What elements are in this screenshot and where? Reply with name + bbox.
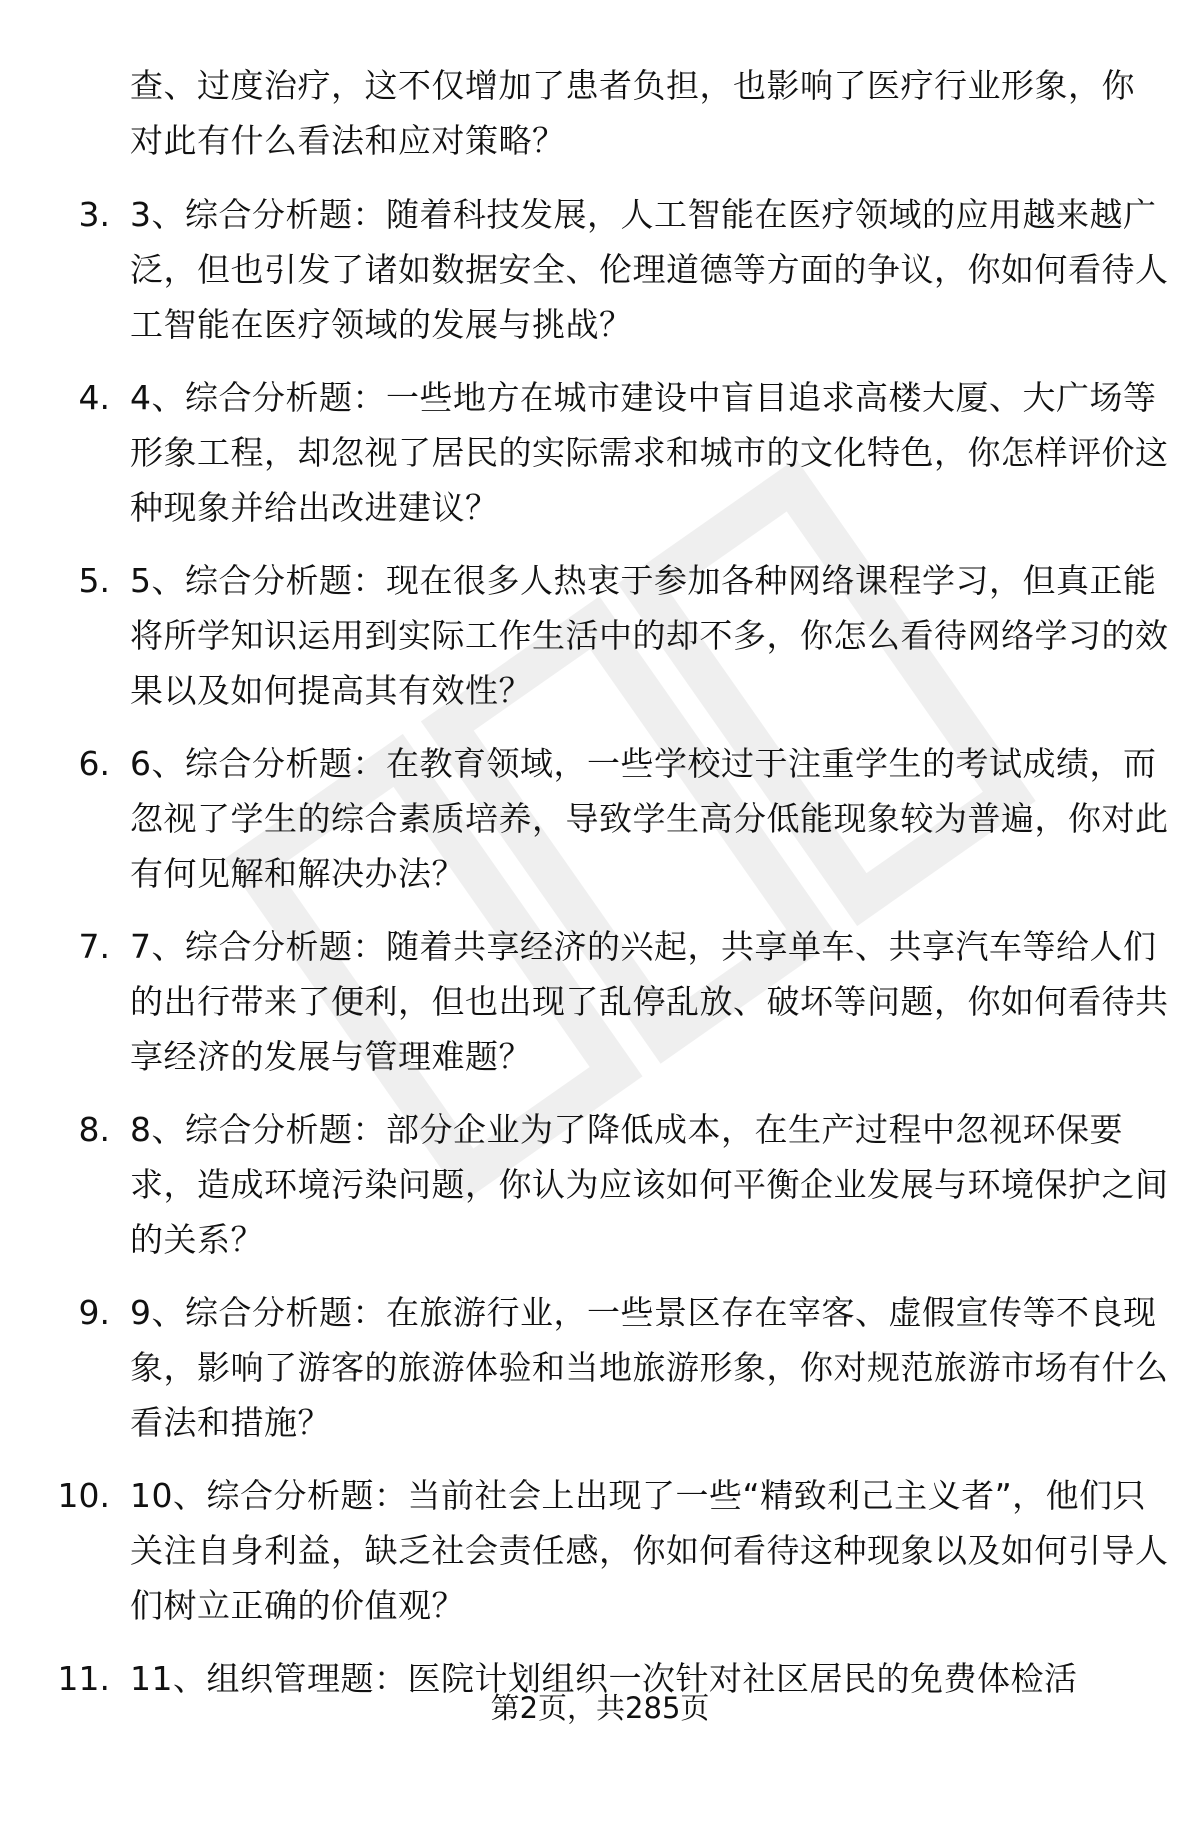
question-item <box>0 1098 1200 1281</box>
question-number: 6. <box>78 744 110 783</box>
question-text: 3、综合分析题：随着科技发展，人工智能在医疗领域的应用越来越广泛，但也引发了诸如数据安全、伦理道德等方面的争议，你如何看待人工智能在医疗领域的发展与挑战？ <box>130 195 1169 344</box>
question-text: 6、综合分析题：在教育领域，一些学校过于注重学生的考试成绩，而忽视了学生的综合素质培养，导致学生高分低能现象较为普遍，你对此有何见解和解决办法？ <box>130 744 1169 893</box>
question-item <box>0 549 1200 732</box>
question-text: 4、综合分析题：一些地方在城市建设中盲目追求高楼大厦、大广场等形象工程，却忽视了居民的实际需求和城市的文化特色，你怎样评价这种现象并给出改进建议？ <box>130 378 1169 527</box>
question-item <box>0 1647 1200 1830</box>
question-number: 9. <box>78 1293 110 1332</box>
question-number: 4. <box>78 378 110 417</box>
question-number: 8. <box>78 1110 110 1149</box>
question-number: 7. <box>78 927 110 966</box>
question-text: 8、综合分析题：部分企业为了降低成本，在生产过程中忽视环保要求，造成环境污染问题，你认为应该如何平衡企业发展与环境保护之间的关系？ <box>130 1110 1169 1259</box>
question-number: 10. <box>57 1476 110 1515</box>
question-text: 9、综合分析题：在旅游行业，一些景区存在宰客、虚假宣传等不良现象，影响了游客的旅游体验和当地旅游形象，你对规范旅游市场有什么看法和措施？ <box>130 1293 1169 1442</box>
question-list <box>0 183 1200 1830</box>
question-item <box>0 915 1200 1098</box>
question-item <box>0 732 1200 915</box>
question-continuation-text: 查、过度治疗，这不仅增加了患者负担，也影响了医疗行业形象，你对此有什么看法和应对策略？ <box>130 66 1135 160</box>
question-item <box>0 1464 1200 1647</box>
question-number: 11. <box>57 1659 110 1698</box>
question-item <box>0 183 1200 366</box>
question-number: 3. <box>78 195 110 234</box>
question-text: 10、综合分析题：当前社会上出现了一些“精致利己主义者”，他们只关注自身利益，缺乏社会责任感，你如何看待这种现象以及如何引导人们树立正确的价值观？ <box>130 1476 1169 1625</box>
question-item <box>0 366 1200 549</box>
question-text: 5、综合分析题：现在很多人热衷于参加各种网络课程学习，但真正能将所学知识运用到实际工作生活中的却不多，你怎么看待网络学习的效果以及如何提高其有效性？ <box>130 561 1169 710</box>
question-text: 7、综合分析题：随着共享经济的兴起，共享单车、共享汽车等给人们的出行带来了便利，但也出现了乱停乱放、破坏等问题，你如何看待共享经济的发展与管理难题？ <box>130 927 1169 1076</box>
question-item <box>0 1281 1200 1464</box>
question-number: 5. <box>78 561 110 600</box>
question-text: 11、组织管理题：医院计划组织一次针对社区居民的免费体检活 <box>130 1659 1078 1698</box>
page-number-footer: 第2页，共285页 <box>490 1691 710 1725</box>
